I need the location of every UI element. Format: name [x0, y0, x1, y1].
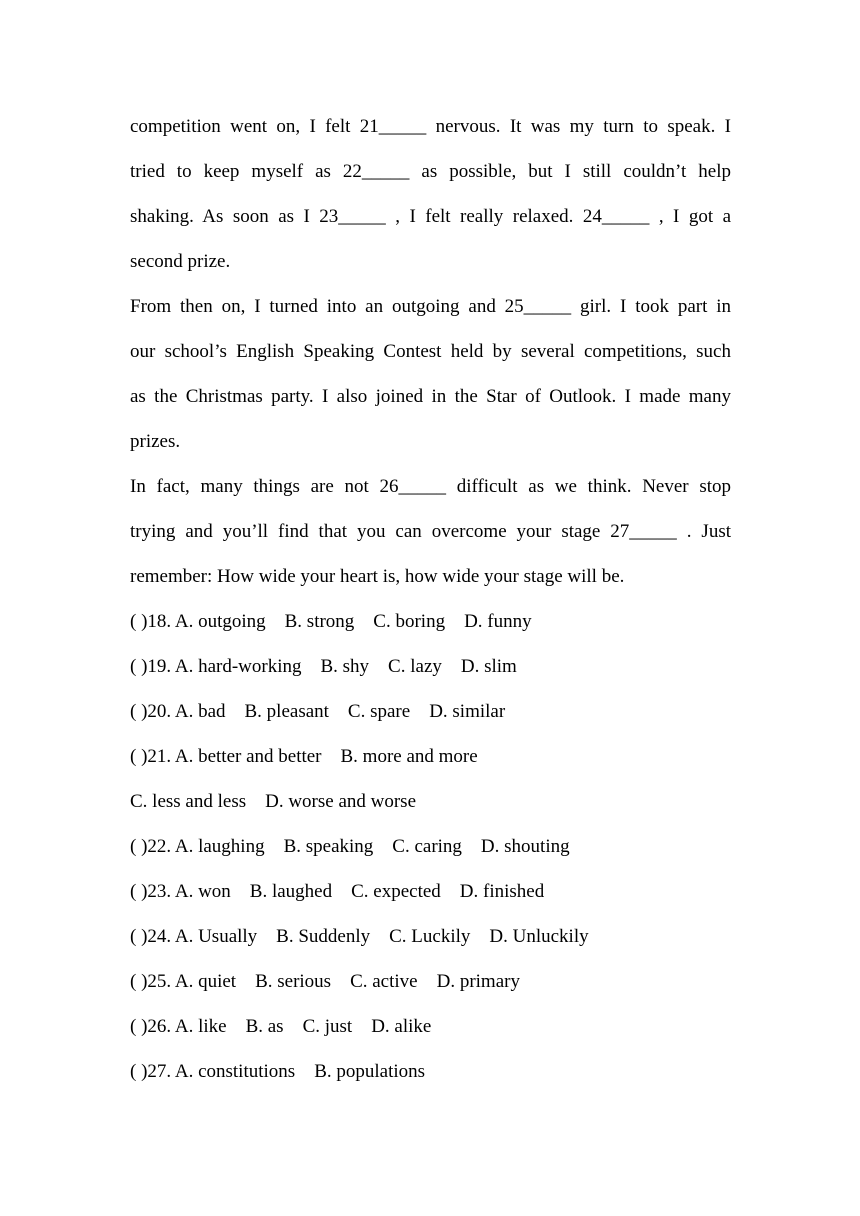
passage-line: trying and you’ll find that you can overcome your stage 27_____ . Just: [130, 521, 731, 542]
passage-line: In fact, many things are not 26_____ difficult as we think. Never stop: [130, 476, 731, 497]
passage-line: shaking. As soon as I 23_____ , I felt really relaxed. 24_____ , I got a: [130, 206, 731, 227]
question-line: ( )25. A. quiet B. serious C. active D. primary: [130, 971, 520, 992]
question-line: ( )22. A. laughing B. speaking C. caring D. shouting: [130, 836, 570, 857]
question-list: [130, 599, 731, 1094]
passage-line: remember: How wide your heart is, how wide your stage will be.: [130, 566, 625, 587]
passage-line: prizes.: [130, 431, 181, 452]
passage: [130, 104, 731, 599]
question-line: ( )23. A. won B. laughed C. expected D. finished: [130, 881, 545, 902]
question-line: ( )19. A. hard-working B. shy C. lazy D. slim: [130, 656, 517, 677]
passage-line: our school’s English Speaking Contest held by several competitions, such: [130, 341, 731, 362]
passage-line: second prize.: [130, 251, 231, 272]
question-line: C. less and less D. worse and worse: [130, 791, 417, 812]
question-line: ( )24. A. Usually B. Suddenly C. Luckily D. Unluckily: [130, 926, 589, 947]
passage-line: From then on, I turned into an outgoing and 25_____ girl. I took part in: [130, 296, 731, 317]
question-line: ( )20. A. bad B. pleasant C. spare D. similar: [130, 701, 506, 722]
passage-line: as the Christmas party. I also joined in the Star of Outlook. I made many: [130, 386, 731, 407]
question-line: ( )18. A. outgoing B. strong C. boring D. funny: [130, 611, 532, 632]
passage-line: competition went on, I felt 21_____ nervous. It was my turn to speak. I: [130, 116, 731, 137]
document-page: [130, 104, 731, 1094]
question-line: ( )27. A. constitutions B. populations: [130, 1061, 426, 1082]
question-line: ( )21. A. better and better B. more and more: [130, 746, 478, 767]
question-line: ( )26. A. like B. as C. just D. alike: [130, 1016, 432, 1037]
passage-line: tried to keep myself as 22_____ as possible, but I still couldn’t help: [130, 161, 731, 182]
